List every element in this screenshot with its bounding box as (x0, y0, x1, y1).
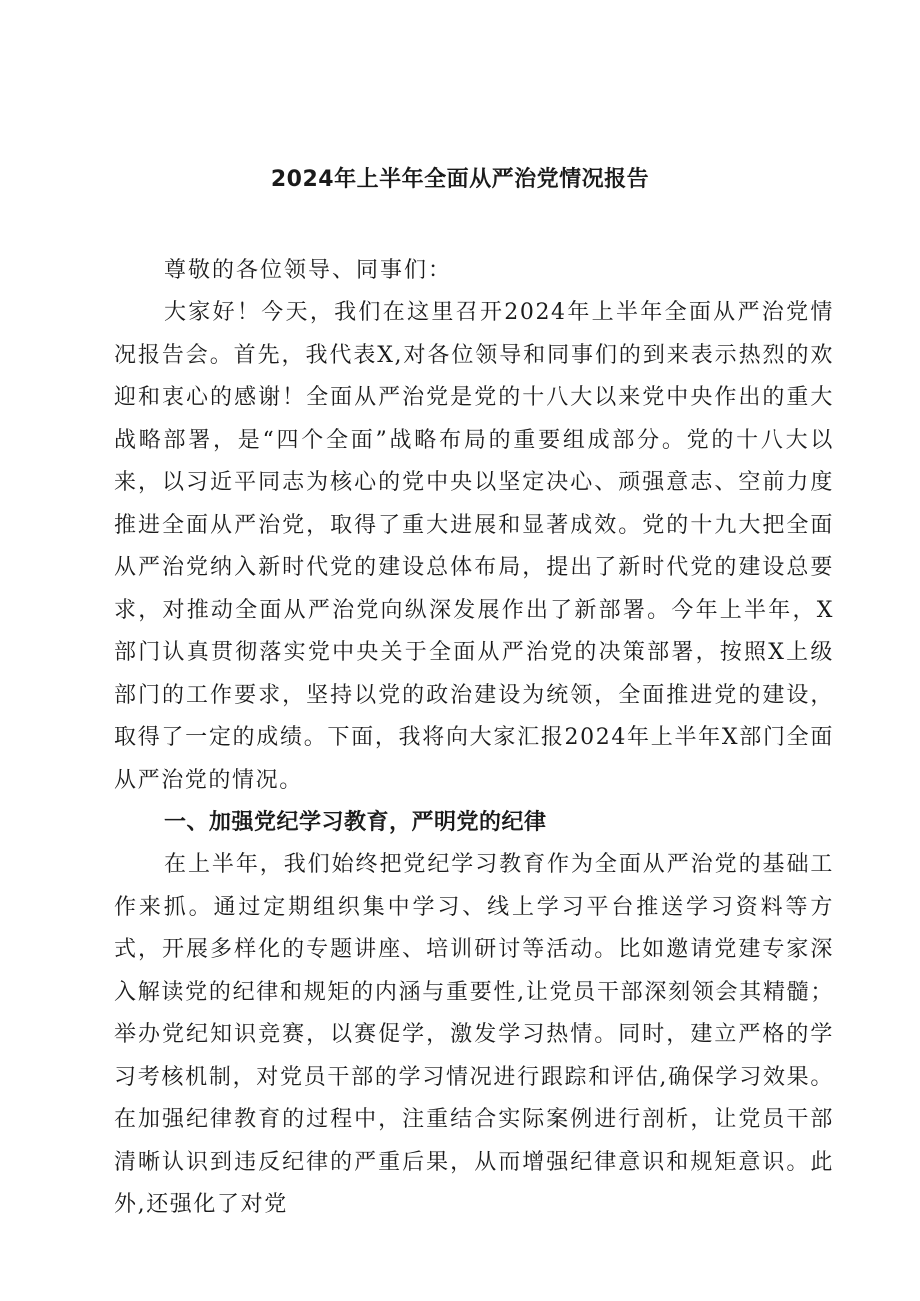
document-body (114, 250, 834, 1227)
document-title: 2024年上半年全面从严治党情况报告 (270, 167, 650, 192)
salutation: 尊敬的各位领导、同事们： (164, 258, 453, 283)
intro-paragraph: 大家好！今天，我们在这里召开2024年上半年全面从严治党情况报告会。首先，我代表X,对各位领导和同事们的到来表示热烈的欢迎和衷心的感谢！全面从严治党是党的十八大以来党中央作出的重大战略部署，是“四个全面”战略布局的重要组成部分。党的十八大以来，以习近平同志为核心的党中央以坚定决心、顽强意志、空前力度推进全面从严治党，取得了重大进展和显著成效。党的十九大把全面从严治党纳入新时代党的建设总体布局，提出了新时代党的建设总要求，对推动全面从严治党向纵深发展作出了新部署。今年上半年，X部门认真贯彻落实党中央关于全面从严治党的决策部署，按照X上级部门的工作要求，坚持以党的政治建设为统领，全面推进党的建设，取得了一定的成绩。下面，我将向大家汇报2024年上半年X部门全面从严治党的情况。 (114, 300, 834, 793)
section-paragraph: 在上半年，我们始终把党纪学习教育作为全面从严治党的基础工作来抓。通过定期组织集中学习、线上学习平台推送学习资料等方式，开展多样化的专题讲座、培训研讨等活动。比如邀请党建专家深入解读党的纪律和规矩的内涵与重要性,让党员干部深刻领会其精髓；举办党纪知识竞赛，以赛促学，激发学习热情。同时，建立严格的学习考核机制，对党员干部的学习情况进行跟踪和评估,确保学习效果。在加强纪律教育的过程中，注重结合实际案例进行剖析，让党员干部清晰认识到违反纪律的严重后果，从而增强纪律意识和规矩意识。此外,还强化了对党 (114, 852, 834, 1217)
section-heading: 一、加强党纪学习教育，严明党的纪律 (164, 810, 547, 835)
